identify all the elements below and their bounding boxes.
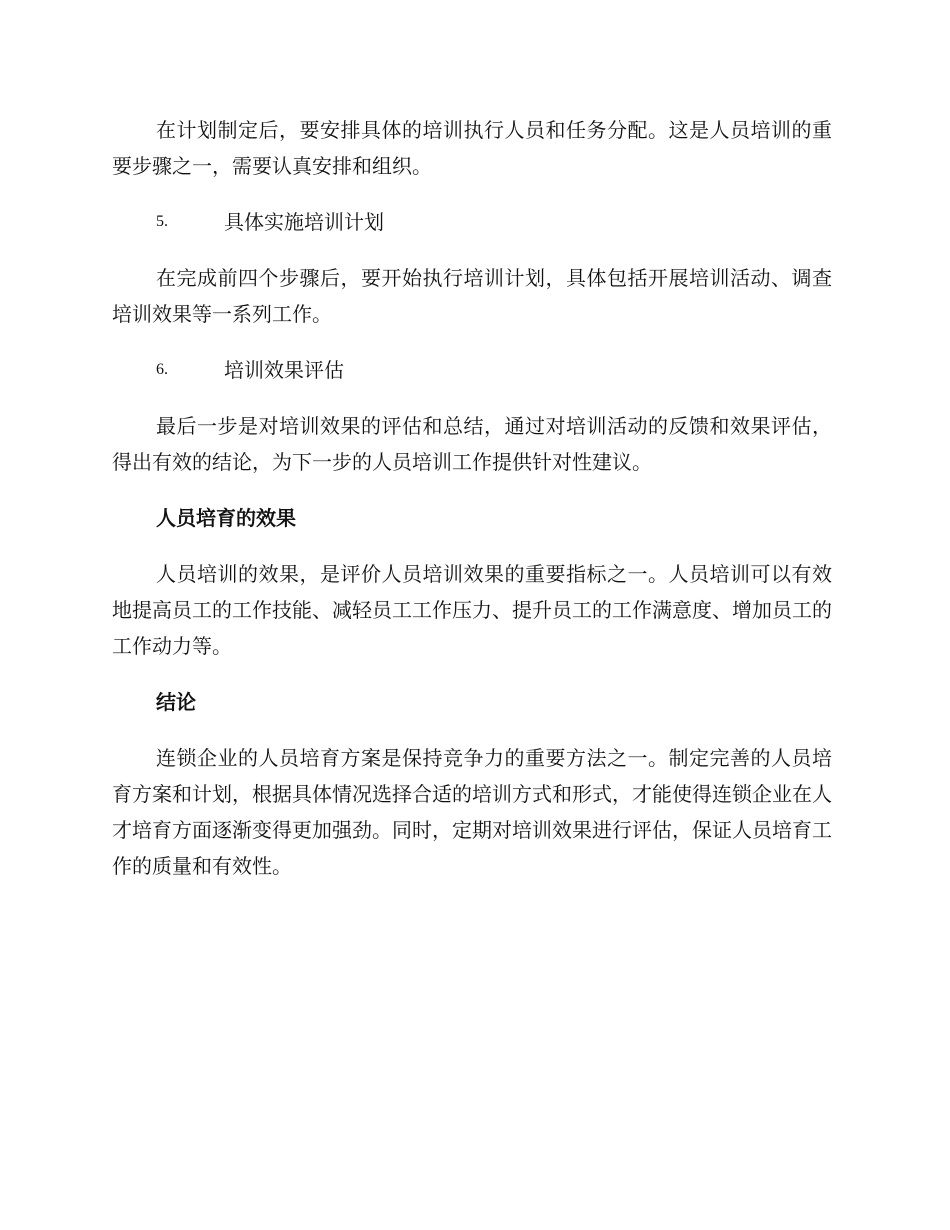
paragraph-effect: 人员培训的效果，是评价人员培训效果的重要指标之一。人员培训可以有效地提高员工的工作技能、减轻员工工作压力、提升员工的工作满意度、增加员工的工作动力等。 bbox=[112, 562, 832, 658]
list-item-title: 具体实施培训计划 bbox=[224, 210, 384, 234]
list-item-step-5 bbox=[112, 204, 832, 240]
list-item-title: 培训效果评估 bbox=[224, 358, 344, 382]
section-heading-effect: 人员培育的效果 bbox=[156, 506, 296, 530]
paragraph-task-assignment: 在计划制定后，要安排具体的培训执行人员和任务分配。这是人员培训的重要步骤之一，需要认真安排和组织。 bbox=[112, 118, 832, 178]
list-number: 6. bbox=[156, 361, 168, 378]
list-number: 5. bbox=[156, 213, 168, 230]
paragraph-conclusion: 连锁企业的人员培育方案是保持竞争力的重要方法之一。制定完善的人员培育方案和计划，根据具体情况选择合适的培训方式和形式，才能使得连锁企业在人才培育方面逐渐变得更加强劲。同时，定期对培训效果进行评估，保证人员培育工作的质量和有效性。 bbox=[112, 746, 832, 878]
paragraph-evaluation: 最后一步是对培训效果的评估和总结，通过对培训活动的反馈和效果评估，得出有效的结论，为下一步的人员培训工作提供针对性建议。 bbox=[112, 414, 832, 474]
section-heading-conclusion: 结论 bbox=[156, 690, 196, 714]
document-body bbox=[112, 112, 832, 884]
list-item-step-6 bbox=[112, 352, 832, 388]
paragraph-implementation: 在完成前四个步骤后，要开始执行培训计划，具体包括开展培训活动、调查培训效果等一系列工作。 bbox=[112, 266, 832, 326]
